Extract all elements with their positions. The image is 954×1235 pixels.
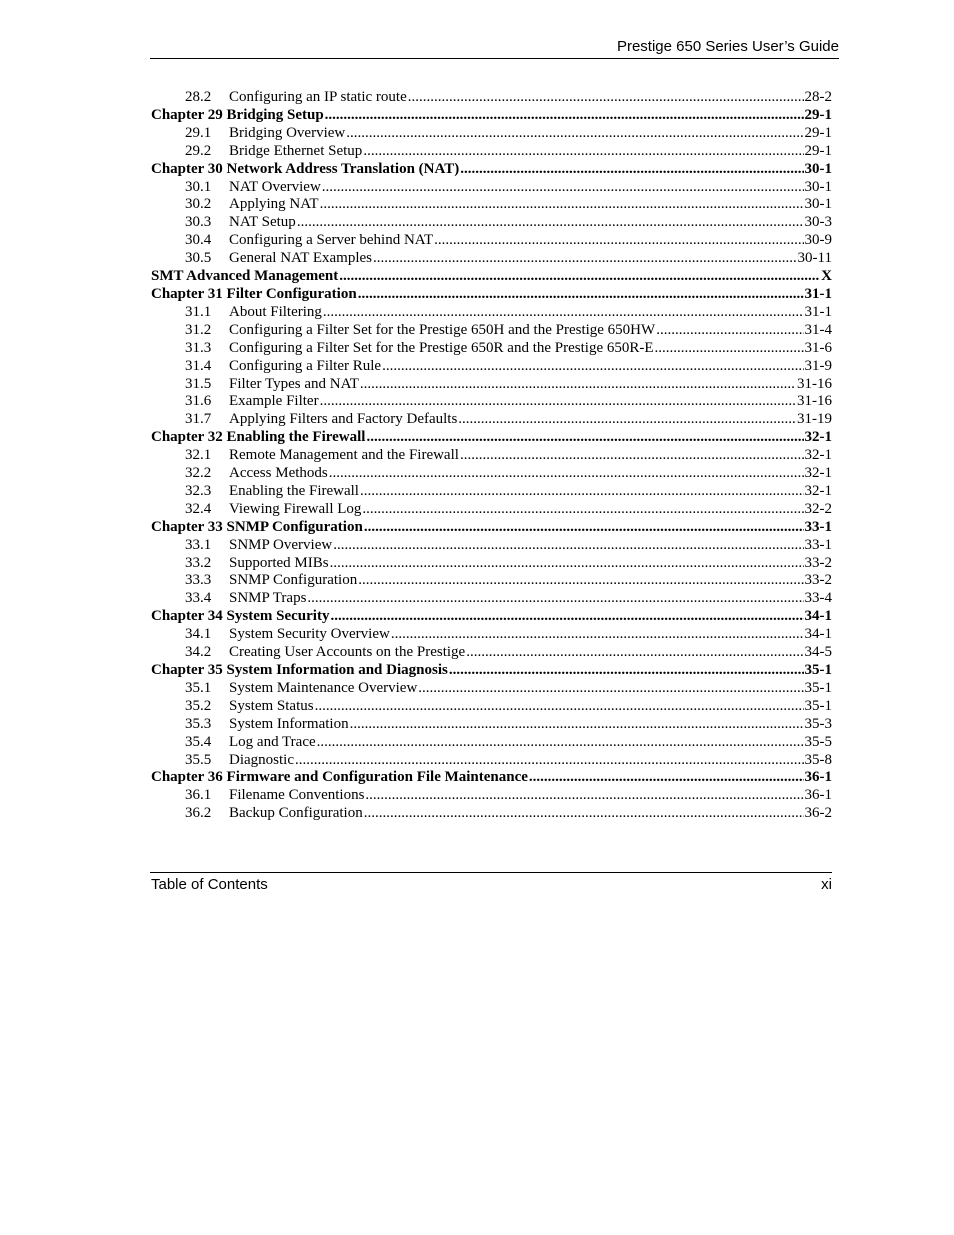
toc-page-number: 29-1 xyxy=(804,124,832,141)
toc-section-number: 31.1 xyxy=(185,303,212,320)
toc-dot-leader xyxy=(391,626,804,644)
toc-section-number: 35.4 xyxy=(185,733,212,750)
toc-page-number: 30-1 xyxy=(804,196,832,213)
toc-entry-title: Chapter 33 SNMP Configuration xyxy=(151,518,363,535)
toc-dot-leader xyxy=(317,734,804,752)
toc-entry-title: About Filtering xyxy=(229,303,322,320)
table-of-contents xyxy=(151,89,832,823)
toc-dot-leader xyxy=(655,340,804,358)
toc-chapter-entry[interactable] xyxy=(151,608,832,626)
toc-page-number: 30-3 xyxy=(804,214,832,231)
toc-chapter-entry[interactable] xyxy=(151,107,832,125)
toc-section-number: 31.7 xyxy=(185,411,212,428)
toc-section-entry[interactable] xyxy=(151,250,832,268)
toc-dot-leader xyxy=(365,787,803,805)
toc-chapter-entry[interactable] xyxy=(151,769,832,787)
toc-section-entry[interactable] xyxy=(151,698,832,716)
toc-dot-leader xyxy=(307,590,803,608)
toc-page-number: 31-1 xyxy=(804,285,832,302)
toc-entry-title: Supported MIBs xyxy=(229,554,329,571)
toc-section-number: 28.2 xyxy=(185,89,212,105)
toc-section-number: 30.3 xyxy=(185,214,212,231)
toc-entry-title: SNMP Overview xyxy=(229,536,333,553)
toc-page-number: 30-9 xyxy=(804,232,832,249)
toc-section-entry[interactable] xyxy=(151,322,832,340)
toc-page-number: 32-1 xyxy=(804,447,832,464)
toc-dot-leader xyxy=(408,89,804,107)
toc-dot-leader xyxy=(363,143,803,161)
toc-page-number: X xyxy=(821,268,832,285)
toc-entry-title: NAT Overview xyxy=(229,178,321,195)
toc-section-number: 36.1 xyxy=(185,787,212,804)
toc-page-number: 33-1 xyxy=(804,536,832,553)
toc-chapter-entry[interactable] xyxy=(151,268,832,286)
toc-dot-leader xyxy=(323,304,804,322)
toc-dot-leader xyxy=(360,376,796,394)
toc-dot-leader xyxy=(418,680,803,698)
toc-page-number: 36-1 xyxy=(804,769,832,786)
toc-page-number: 34-1 xyxy=(804,626,832,643)
toc-entry-title: System Information xyxy=(229,715,349,732)
toc-dot-leader xyxy=(382,358,803,376)
toc-section-entry[interactable] xyxy=(151,143,832,161)
toc-dot-leader xyxy=(297,214,804,232)
toc-dot-leader xyxy=(466,644,803,662)
footer-section-title: Table of Contents xyxy=(151,876,268,893)
toc-section-number: 34.2 xyxy=(185,644,212,661)
toc-dot-leader xyxy=(330,608,803,626)
toc-section-number: 34.1 xyxy=(185,626,212,643)
toc-section-number: 31.3 xyxy=(185,339,212,356)
toc-dot-leader xyxy=(330,555,804,573)
toc-page-number: 35-5 xyxy=(804,733,832,750)
toc-entry-title: System Maintenance Overview xyxy=(229,679,418,696)
toc-section-entry[interactable] xyxy=(151,214,832,232)
toc-entry-title: Chapter 36 Firmware and Configuration File Maintenance xyxy=(151,769,528,786)
toc-page-number: 33-1 xyxy=(804,518,832,535)
toc-section-number: 35.3 xyxy=(185,715,212,732)
footer-page-number: xi xyxy=(821,876,832,893)
toc-dot-leader xyxy=(458,411,796,429)
toc-section-entry[interactable] xyxy=(151,644,832,662)
toc-dot-leader xyxy=(362,501,803,519)
toc-chapter-entry[interactable] xyxy=(151,519,832,537)
toc-entry-title: System Status xyxy=(229,697,314,714)
toc-entry-title: Bridge Ethernet Setup xyxy=(229,142,363,159)
toc-page-number: 31-19 xyxy=(797,411,832,428)
header-title: Prestige 650 Series User’s Guide xyxy=(616,38,839,55)
toc-page-number: 35-3 xyxy=(804,715,832,732)
toc-chapter-entry[interactable] xyxy=(151,161,832,179)
toc-dot-leader xyxy=(460,447,804,465)
toc-section-number: 33.2 xyxy=(185,554,212,571)
toc-section-number: 32.3 xyxy=(185,482,212,499)
toc-entry-title: Applying NAT xyxy=(229,196,319,213)
toc-section-entry[interactable] xyxy=(151,393,832,411)
toc-page-number: 35-1 xyxy=(804,662,832,678)
toc-dot-leader xyxy=(325,107,804,125)
toc-dot-leader xyxy=(346,125,803,143)
toc-dot-leader xyxy=(333,537,803,555)
toc-entry-title: Applying Filters and Factory Defaults xyxy=(229,411,458,428)
toc-section-entry[interactable] xyxy=(151,125,832,143)
toc-page-number: 31-1 xyxy=(804,303,832,320)
toc-page-number: 33-2 xyxy=(804,554,832,571)
toc-section-entry[interactable] xyxy=(151,304,832,322)
toc-section-number: 30.2 xyxy=(185,196,212,213)
toc-entry-title: Chapter 35 System Information and Diagnosis xyxy=(151,662,448,678)
toc-section-number: 31.2 xyxy=(185,321,212,338)
toc-section-entry[interactable] xyxy=(151,196,832,214)
toc-entry-title: Viewing Firewall Log xyxy=(229,500,362,517)
toc-section-entry[interactable] xyxy=(151,179,832,197)
toc-section-entry[interactable] xyxy=(151,572,832,590)
toc-entry-title: General NAT Examples xyxy=(229,250,373,267)
toc-dot-leader xyxy=(529,769,804,787)
toc-dot-leader xyxy=(434,232,803,250)
toc-section-entry[interactable] xyxy=(151,734,832,752)
toc-section-number: 35.1 xyxy=(185,679,212,696)
toc-page-number: 32-1 xyxy=(804,429,832,446)
toc-section-entry[interactable] xyxy=(151,555,832,573)
toc-entry-title: Configuring a Server behind NAT xyxy=(229,232,434,249)
toc-dot-leader xyxy=(295,752,804,770)
toc-dot-leader xyxy=(315,698,804,716)
toc-section-number: 31.6 xyxy=(185,393,212,410)
toc-entry-title: Filter Types and NAT xyxy=(229,375,359,392)
toc-section-number: 29.2 xyxy=(185,142,212,159)
toc-page-number: 33-4 xyxy=(804,590,832,607)
toc-section-number: 30.1 xyxy=(185,178,212,195)
toc-section-entry[interactable] xyxy=(151,805,832,823)
toc-section-entry[interactable] xyxy=(151,537,832,555)
toc-section-number: 35.5 xyxy=(185,751,212,768)
toc-page-number: 36-1 xyxy=(804,787,832,804)
toc-section-entry[interactable] xyxy=(151,590,832,608)
toc-entry-title: Filename Conventions xyxy=(229,787,365,804)
toc-section-number: 30.4 xyxy=(185,232,212,249)
toc-entry-title: SNMP Traps xyxy=(229,590,307,607)
toc-entry-title: SNMP Configuration xyxy=(229,572,358,589)
toc-entry-title: Remote Management and the Firewall xyxy=(229,447,459,464)
toc-section-entry[interactable] xyxy=(151,376,832,394)
toc-entry-title: Log and Trace xyxy=(229,733,316,750)
toc-section-entry[interactable] xyxy=(151,501,832,519)
toc-page-number: 31-16 xyxy=(797,393,832,410)
toc-chapter-entry[interactable] xyxy=(151,662,832,680)
toc-section-entry[interactable] xyxy=(151,716,832,734)
toc-entry-title: Diagnostic xyxy=(229,751,294,768)
toc-entry-title: Chapter 32 Enabling the Firewall xyxy=(151,429,366,446)
toc-dot-leader xyxy=(329,465,804,483)
toc-section-entry[interactable] xyxy=(151,680,832,698)
toc-section-entry[interactable] xyxy=(151,787,832,805)
toc-page-number: 32-1 xyxy=(804,465,832,482)
toc-dot-leader xyxy=(364,519,804,537)
toc-section-number: 33.3 xyxy=(185,572,212,589)
toc-dot-leader xyxy=(320,196,804,214)
toc-entry-title: Configuring a Filter Set for the Prestige 650H and the Prestige 650HW xyxy=(229,321,656,338)
toc-section-entry[interactable] xyxy=(151,483,832,501)
toc-dot-leader xyxy=(366,429,803,447)
toc-section-number: 32.4 xyxy=(185,500,212,517)
toc-section-entry[interactable] xyxy=(151,465,832,483)
toc-entry-title: NAT Setup xyxy=(229,214,296,231)
toc-section-entry[interactable] xyxy=(151,340,832,358)
toc-entry-title: Enabling the Firewall xyxy=(229,482,359,499)
toc-dot-leader xyxy=(360,483,804,501)
toc-section-number: 32.2 xyxy=(185,465,212,482)
toc-section-number: 31.4 xyxy=(185,357,212,374)
toc-entry-title: Access Methods xyxy=(229,465,328,482)
toc-entry-title: Configuring a Filter Set for the Prestige 650R and the Prestige 650R-E xyxy=(229,339,654,356)
toc-dot-leader xyxy=(449,662,804,680)
toc-dot-leader xyxy=(339,268,820,286)
toc-entry-title: SMT Advanced Management xyxy=(151,268,339,285)
toc-page-number: 29-1 xyxy=(804,142,832,159)
toc-page-number: 32-1 xyxy=(804,482,832,499)
toc-page-number: 31-6 xyxy=(804,339,832,356)
toc-section-entry[interactable] xyxy=(151,752,832,770)
toc-dot-leader xyxy=(364,805,804,823)
toc-page-number: 31-9 xyxy=(804,357,832,374)
toc-dot-leader xyxy=(358,286,804,304)
toc-entry-title: Example Filter xyxy=(229,393,319,410)
toc-page-number: 35-1 xyxy=(804,679,832,696)
toc-page-number: 29-1 xyxy=(804,106,832,123)
toc-entry-title: Chapter 30 Network Address Translation (NAT) xyxy=(151,160,460,177)
toc-page-number: 31-4 xyxy=(804,321,832,338)
toc-section-number: 29.1 xyxy=(185,124,212,141)
toc-entry-title: Configuring a Filter Rule xyxy=(229,357,382,374)
toc-entry-title: Chapter 29 Bridging Setup xyxy=(151,106,324,123)
page-header xyxy=(150,36,839,59)
toc-page-number: 31-16 xyxy=(797,375,832,392)
toc-page-number: 36-2 xyxy=(804,805,832,822)
toc-section-number: 32.1 xyxy=(185,447,212,464)
toc-section-entry[interactable] xyxy=(151,232,832,250)
toc-section-entry[interactable] xyxy=(151,411,832,429)
toc-entry-title: Chapter 31 Filter Configuration xyxy=(151,285,357,302)
toc-entry-title: Configuring an IP static route xyxy=(229,89,407,105)
toc-entry-title: System Security Overview xyxy=(229,626,390,643)
toc-chapter-entry[interactable] xyxy=(151,429,832,447)
toc-section-entry[interactable] xyxy=(151,447,832,465)
toc-dot-leader xyxy=(322,179,804,197)
toc-section-entry[interactable] xyxy=(151,358,832,376)
toc-dot-leader xyxy=(373,250,797,268)
toc-section-number: 33.4 xyxy=(185,590,212,607)
page-footer xyxy=(150,872,832,895)
toc-page-number: 32-2 xyxy=(804,500,832,517)
toc-section-number: 31.5 xyxy=(185,375,212,392)
toc-page-number: 35-1 xyxy=(804,697,832,714)
toc-page-number: 34-5 xyxy=(804,644,832,661)
toc-page-number: 30-1 xyxy=(804,160,832,177)
toc-dot-leader xyxy=(460,161,803,179)
toc-page-number: 34-1 xyxy=(804,608,832,625)
toc-entry-title: Creating User Accounts on the Prestige xyxy=(229,644,466,661)
toc-page-number: 33-2 xyxy=(804,572,832,589)
toc-page-number: 30-11 xyxy=(797,250,832,267)
toc-section-number: 36.2 xyxy=(185,805,212,822)
toc-dot-leader xyxy=(656,322,803,340)
toc-page-number: 35-8 xyxy=(804,751,832,768)
toc-section-entry[interactable] xyxy=(151,89,832,107)
toc-page-number: 28-2 xyxy=(804,89,832,105)
toc-section-number: 35.2 xyxy=(185,697,212,714)
toc-dot-leader xyxy=(320,393,796,411)
toc-entry-title: Backup Configuration xyxy=(229,805,363,822)
toc-section-number: 30.5 xyxy=(185,250,212,267)
toc-page-number: 30-1 xyxy=(804,178,832,195)
toc-dot-leader xyxy=(350,716,804,734)
toc-section-number: 33.1 xyxy=(185,536,212,553)
toc-entry-title: Bridging Overview xyxy=(229,124,346,141)
toc-dot-leader xyxy=(358,572,803,590)
toc-chapter-entry[interactable] xyxy=(151,286,832,304)
toc-section-entry[interactable] xyxy=(151,626,832,644)
toc-entry-title: Chapter 34 System Security xyxy=(151,608,330,625)
